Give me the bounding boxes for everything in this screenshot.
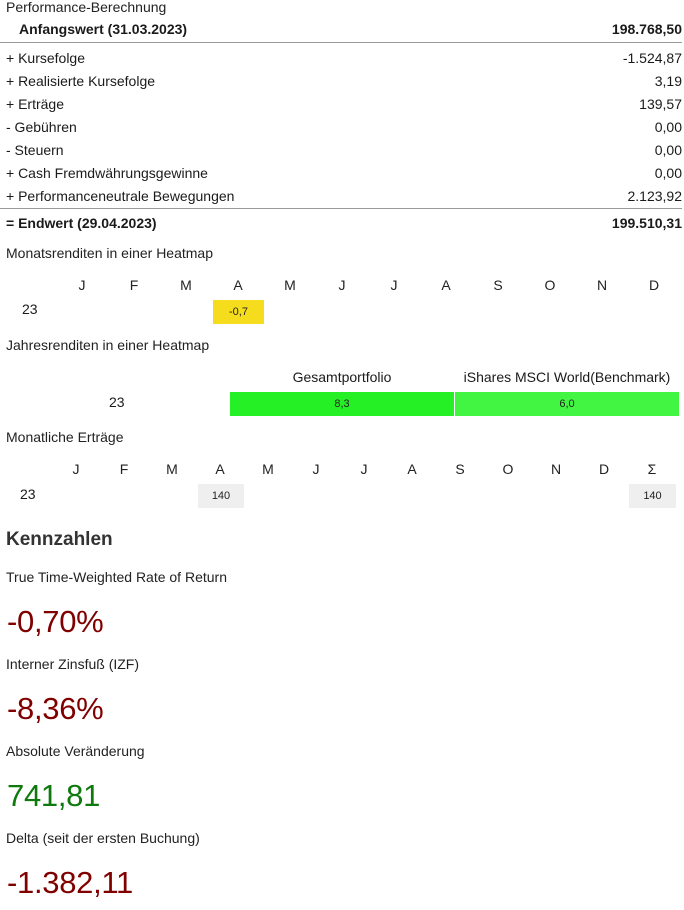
month-header: F [129,277,139,293]
monthly-heatmap-title: Monatsrenditen in einer Heatmap [6,245,214,261]
month-header: J [360,461,368,477]
perf-row-label: - Gebühren [6,119,77,135]
income-sum-cell: 140 [629,484,676,508]
perf-row [0,93,682,116]
perf-row [0,116,682,139]
month-header: M [262,461,274,477]
kpi-value-ttwror: -0,70% [7,604,104,639]
perf-divider-bottom [0,208,682,209]
monthly-income-title: Monatliche Erträge [6,429,124,445]
perf-start-value: 198.768,50 [611,21,682,37]
yearly-heatmap-title: Jahresrenditen in einer Heatmap [6,337,210,353]
perf-row-label: + Cash Fremdwährungsgewinne [6,165,208,181]
perf-end-label: = Endwert (29.04.2023) [6,215,157,231]
monthly-income-year: 23 [20,486,36,502]
income-cell: 140 [198,484,244,508]
perf-row-value: 0,00 [654,165,682,181]
month-header: M [180,277,192,293]
perf-start-row [0,18,682,41]
perf-row-label: + Erträge [6,96,64,112]
perf-row-value: 0,00 [654,119,682,135]
perf-start-label: Anfangswert (31.03.2023) [19,21,188,37]
perf-row-value: 2.123,92 [627,188,682,204]
perf-divider-top [0,42,682,43]
perf-row [0,47,682,70]
sum-header: Σ [647,461,657,477]
perf-end-value: 199.510,31 [611,215,682,231]
perf-row-value: 0,00 [654,142,682,158]
yearly-heatmap-year: 23 [109,394,125,410]
kpi-label-ttwror: True Time-Weighted Rate of Return [6,569,227,585]
month-header: F [119,461,129,477]
month-header: N [596,277,608,293]
month-header: J [72,461,80,477]
yearly-column-benchmark: iShares MSCI World(Benchmark) [463,369,671,385]
kennzahlen-title: Kennzahlen [6,529,113,550]
performance-title: Performance-Berechnung [6,0,167,15]
perf-row-label: + Realisierte Kursefolge [6,73,156,89]
month-header: M [166,461,178,477]
perf-row-value: 139,57 [639,96,682,112]
month-header: J [338,277,346,293]
kpi-value-absolute-change: 741,81 [7,778,101,813]
perf-end-row [0,212,682,235]
heatmap-cell-benchmark: 6,0 [455,392,679,416]
month-header: A [233,277,243,293]
kpi-value-izf: -8,36% [7,691,104,726]
month-header: J [390,277,398,293]
kpi-label-delta: Delta (seit der ersten Buchung) [6,830,200,846]
perf-row [0,185,682,208]
perf-row-label: - Steuern [6,142,64,158]
month-header: D [648,277,660,293]
perf-row-value: 3,19 [654,73,682,89]
month-header: N [550,461,562,477]
perf-row-value: -1.524,87 [622,50,682,66]
month-header: J [78,277,86,293]
perf-row [0,139,682,162]
month-header: A [441,277,451,293]
heatmap-cell: -0,7 [213,300,264,324]
kpi-label-absolute-change: Absolute Veränderung [6,743,145,759]
month-header: S [455,461,465,477]
perf-row [0,162,682,185]
month-header: O [544,277,556,293]
monthly-heatmap-year: 23 [22,301,38,317]
heatmap-cell-portfolio: 8,3 [230,392,454,416]
month-header: J [312,461,320,477]
month-header: S [493,277,503,293]
month-header: A [407,461,417,477]
month-header: O [502,461,514,477]
yearly-column-portfolio: Gesamtportfolio [292,369,392,385]
kpi-label-izf: Interner Zinsfuß (IZF) [6,656,140,672]
month-header: D [598,461,610,477]
perf-row [0,70,682,93]
perf-row-label: + Kursefolge [6,50,85,66]
perf-row-label: + Performanceneutrale Bewegungen [6,188,235,204]
month-header: M [284,277,296,293]
month-header: A [215,461,225,477]
kpi-value-delta: -1.382,11 [7,865,133,900]
